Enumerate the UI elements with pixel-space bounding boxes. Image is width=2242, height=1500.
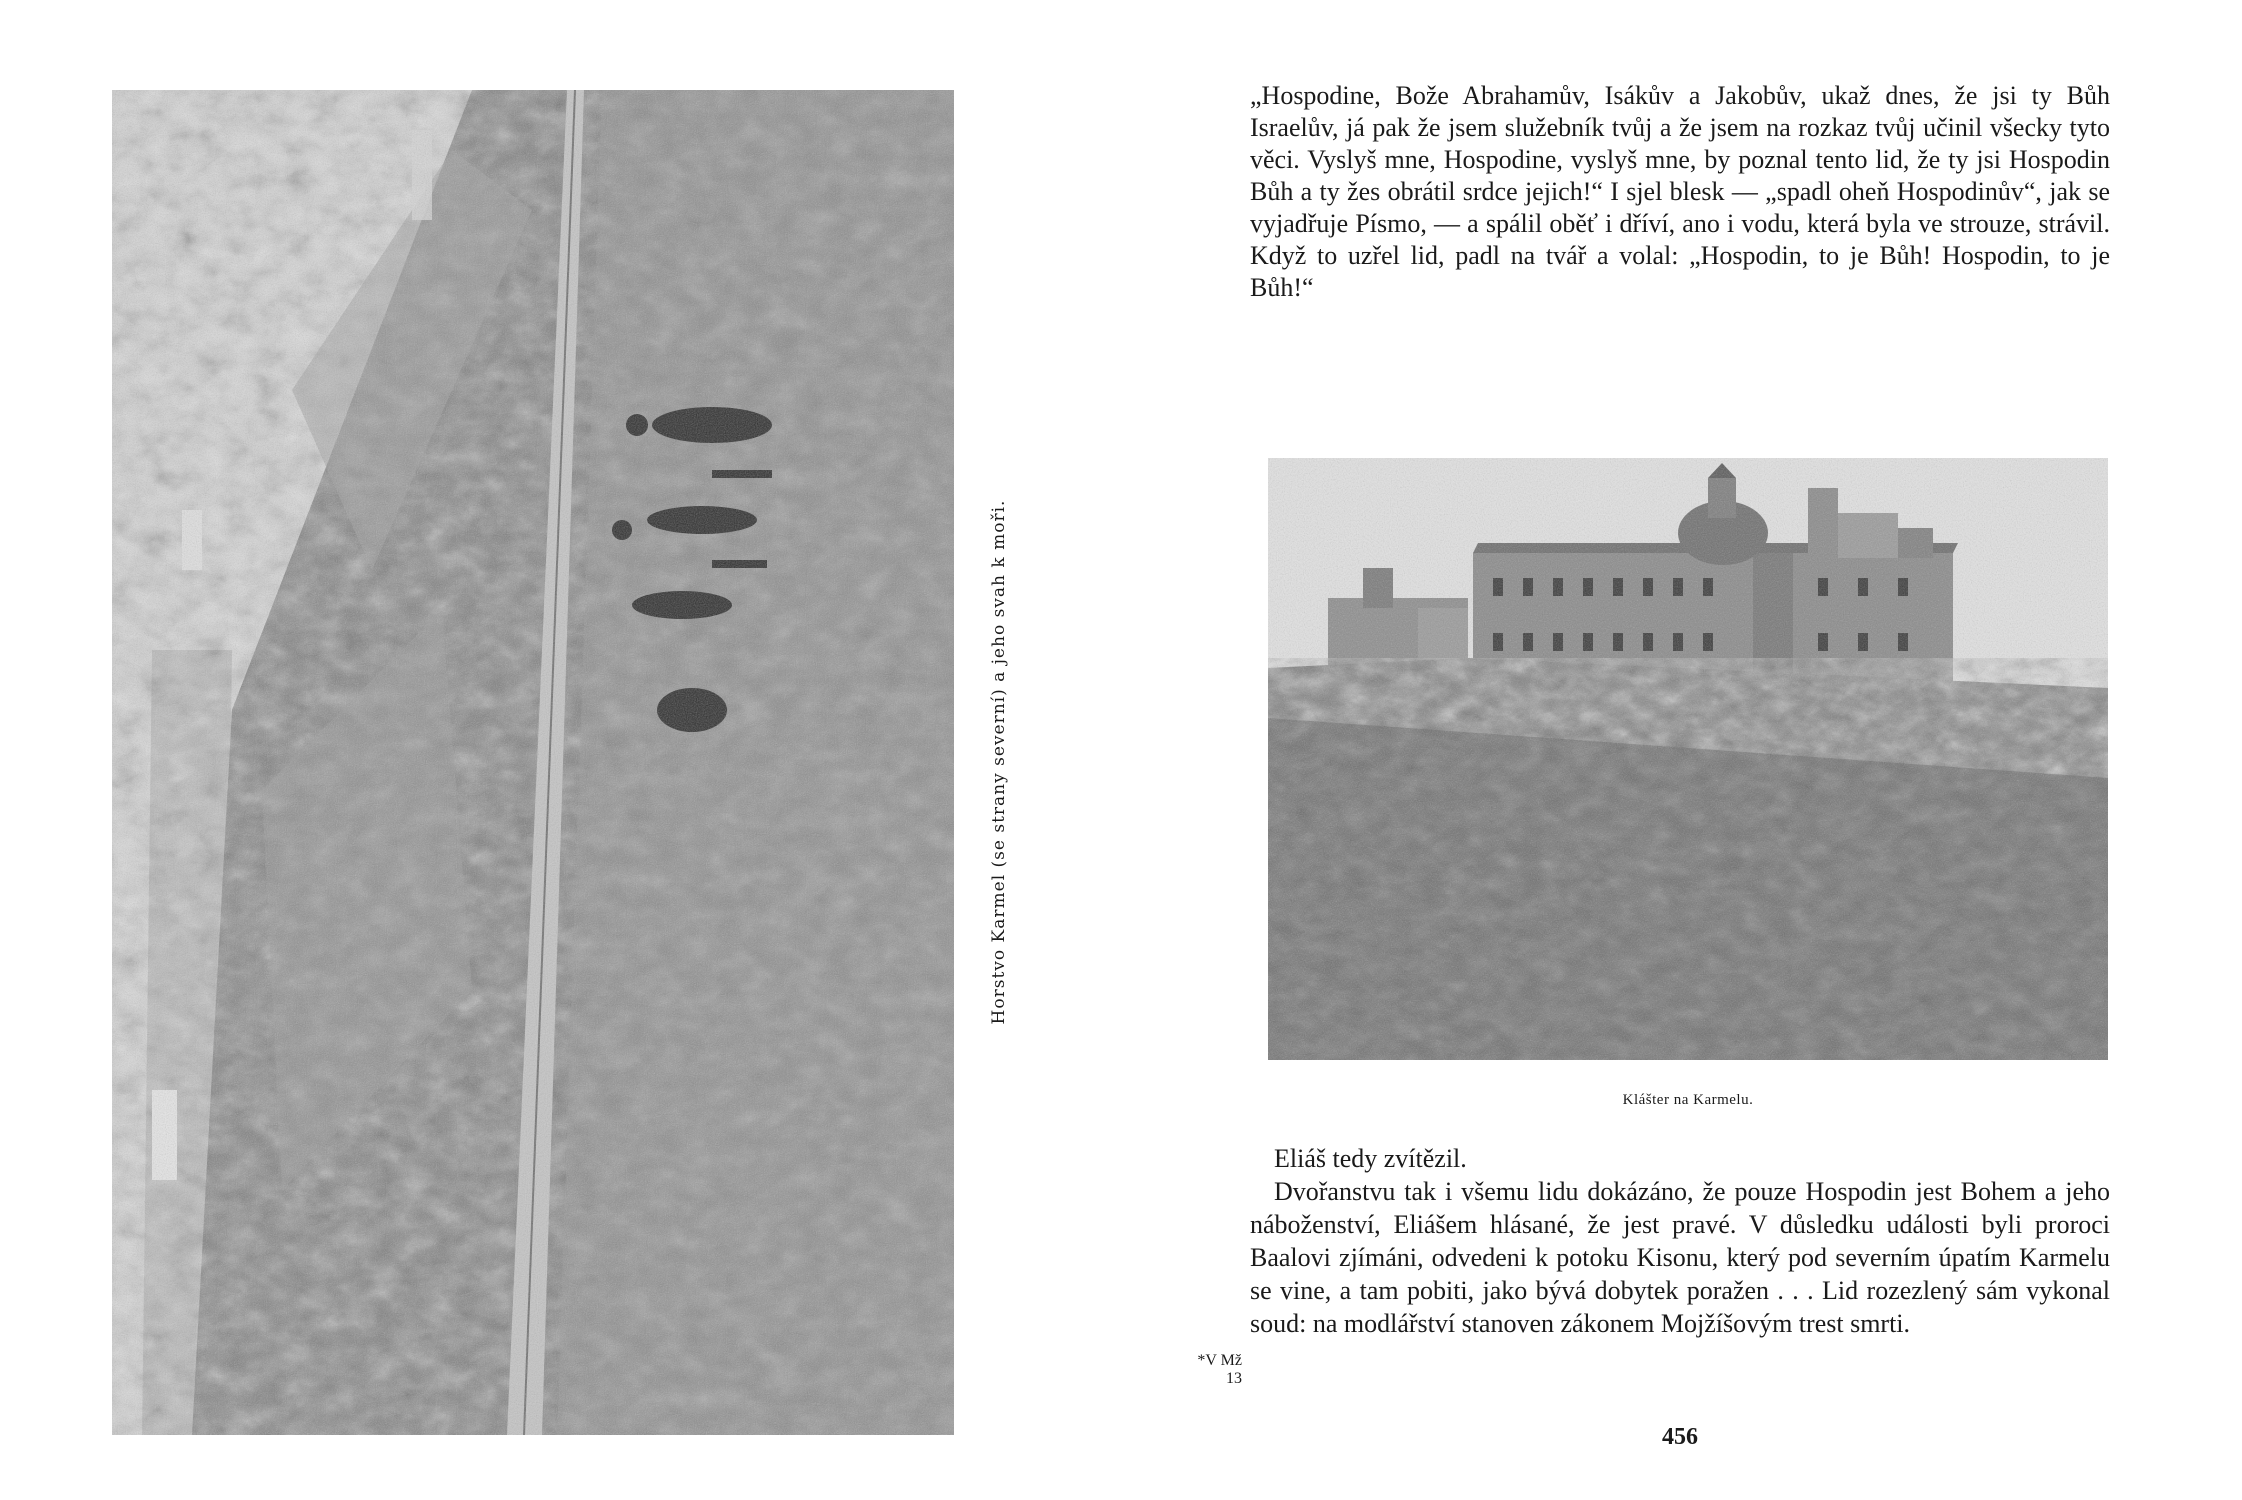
signature-line-2: 13 <box>1226 1370 1242 1387</box>
bottom-text-block <box>1250 1142 2110 1340</box>
landscape-photo-caption: Horstvo Karmel (se strany severní) a jeho svah k moři. <box>989 499 1009 1025</box>
monastery-photo-icon <box>1268 458 2108 1060</box>
landscape-photo-icon <box>112 90 954 1435</box>
paragraph-eliah-won: Eliáš tedy zvítězil. <box>1274 1144 1467 1173</box>
signature-mark <box>1182 1352 1242 1388</box>
paragraph-proof: Dvořanstvu tak i všemu lidu dokázáno, že pouze Hospodin jest Bohem a jeho náboženství, Eliášem hlásané, že jest pravé. V důsledku události byli proroci Baalovi zjímáni, odvedeni k potoku Kisonu, který pod severním úpatím Karmelu se vine, a tam pobiti, jako bývá dobytek poražen . . . Lid rozezlený sám vykonal soud: na modlářství stanoven zákonem Mojžíšovým trest smrti. <box>1250 1177 2110 1338</box>
page-number: 456 <box>1662 1424 1698 1450</box>
signature-line-1: *V Mž <box>1197 1352 1242 1369</box>
left-page <box>0 0 1120 1500</box>
monastery-photo-caption: Klášter na Karmelu. <box>1622 1092 1754 1108</box>
carmel-landscape-photo <box>112 90 954 1435</box>
top-paragraph-block <box>1250 80 2110 304</box>
top-paragraph: „Hospodine, Bože Abrahamův, Isákův a Jakobův, ukaž dnes, že jsi ty Bůh Israelův, já pak že jsem služebník tvůj a že jsem na rozkaz tvůj učinil všecky tyto věci. Vyslyš mne, Hospodine, vyslyš mne, by poznal tento lid, že ty jsi Hospodin Bůh a ty žes obrátil srdce jejich!“ I sjel blesk — „spadl oheň Hospodinův“, jak se vyjadřuje Písmo, — a spálil oběť i dříví, ano i vodu, která byla ve strouze, strávil. Když to uzřel lid, padl na tvář a volal: „Hospodin, to je Bůh! Hospodin, to je Bůh!“ <box>1250 81 2110 302</box>
right-page <box>1120 0 2242 1500</box>
monastery-photo <box>1268 458 2108 1060</box>
